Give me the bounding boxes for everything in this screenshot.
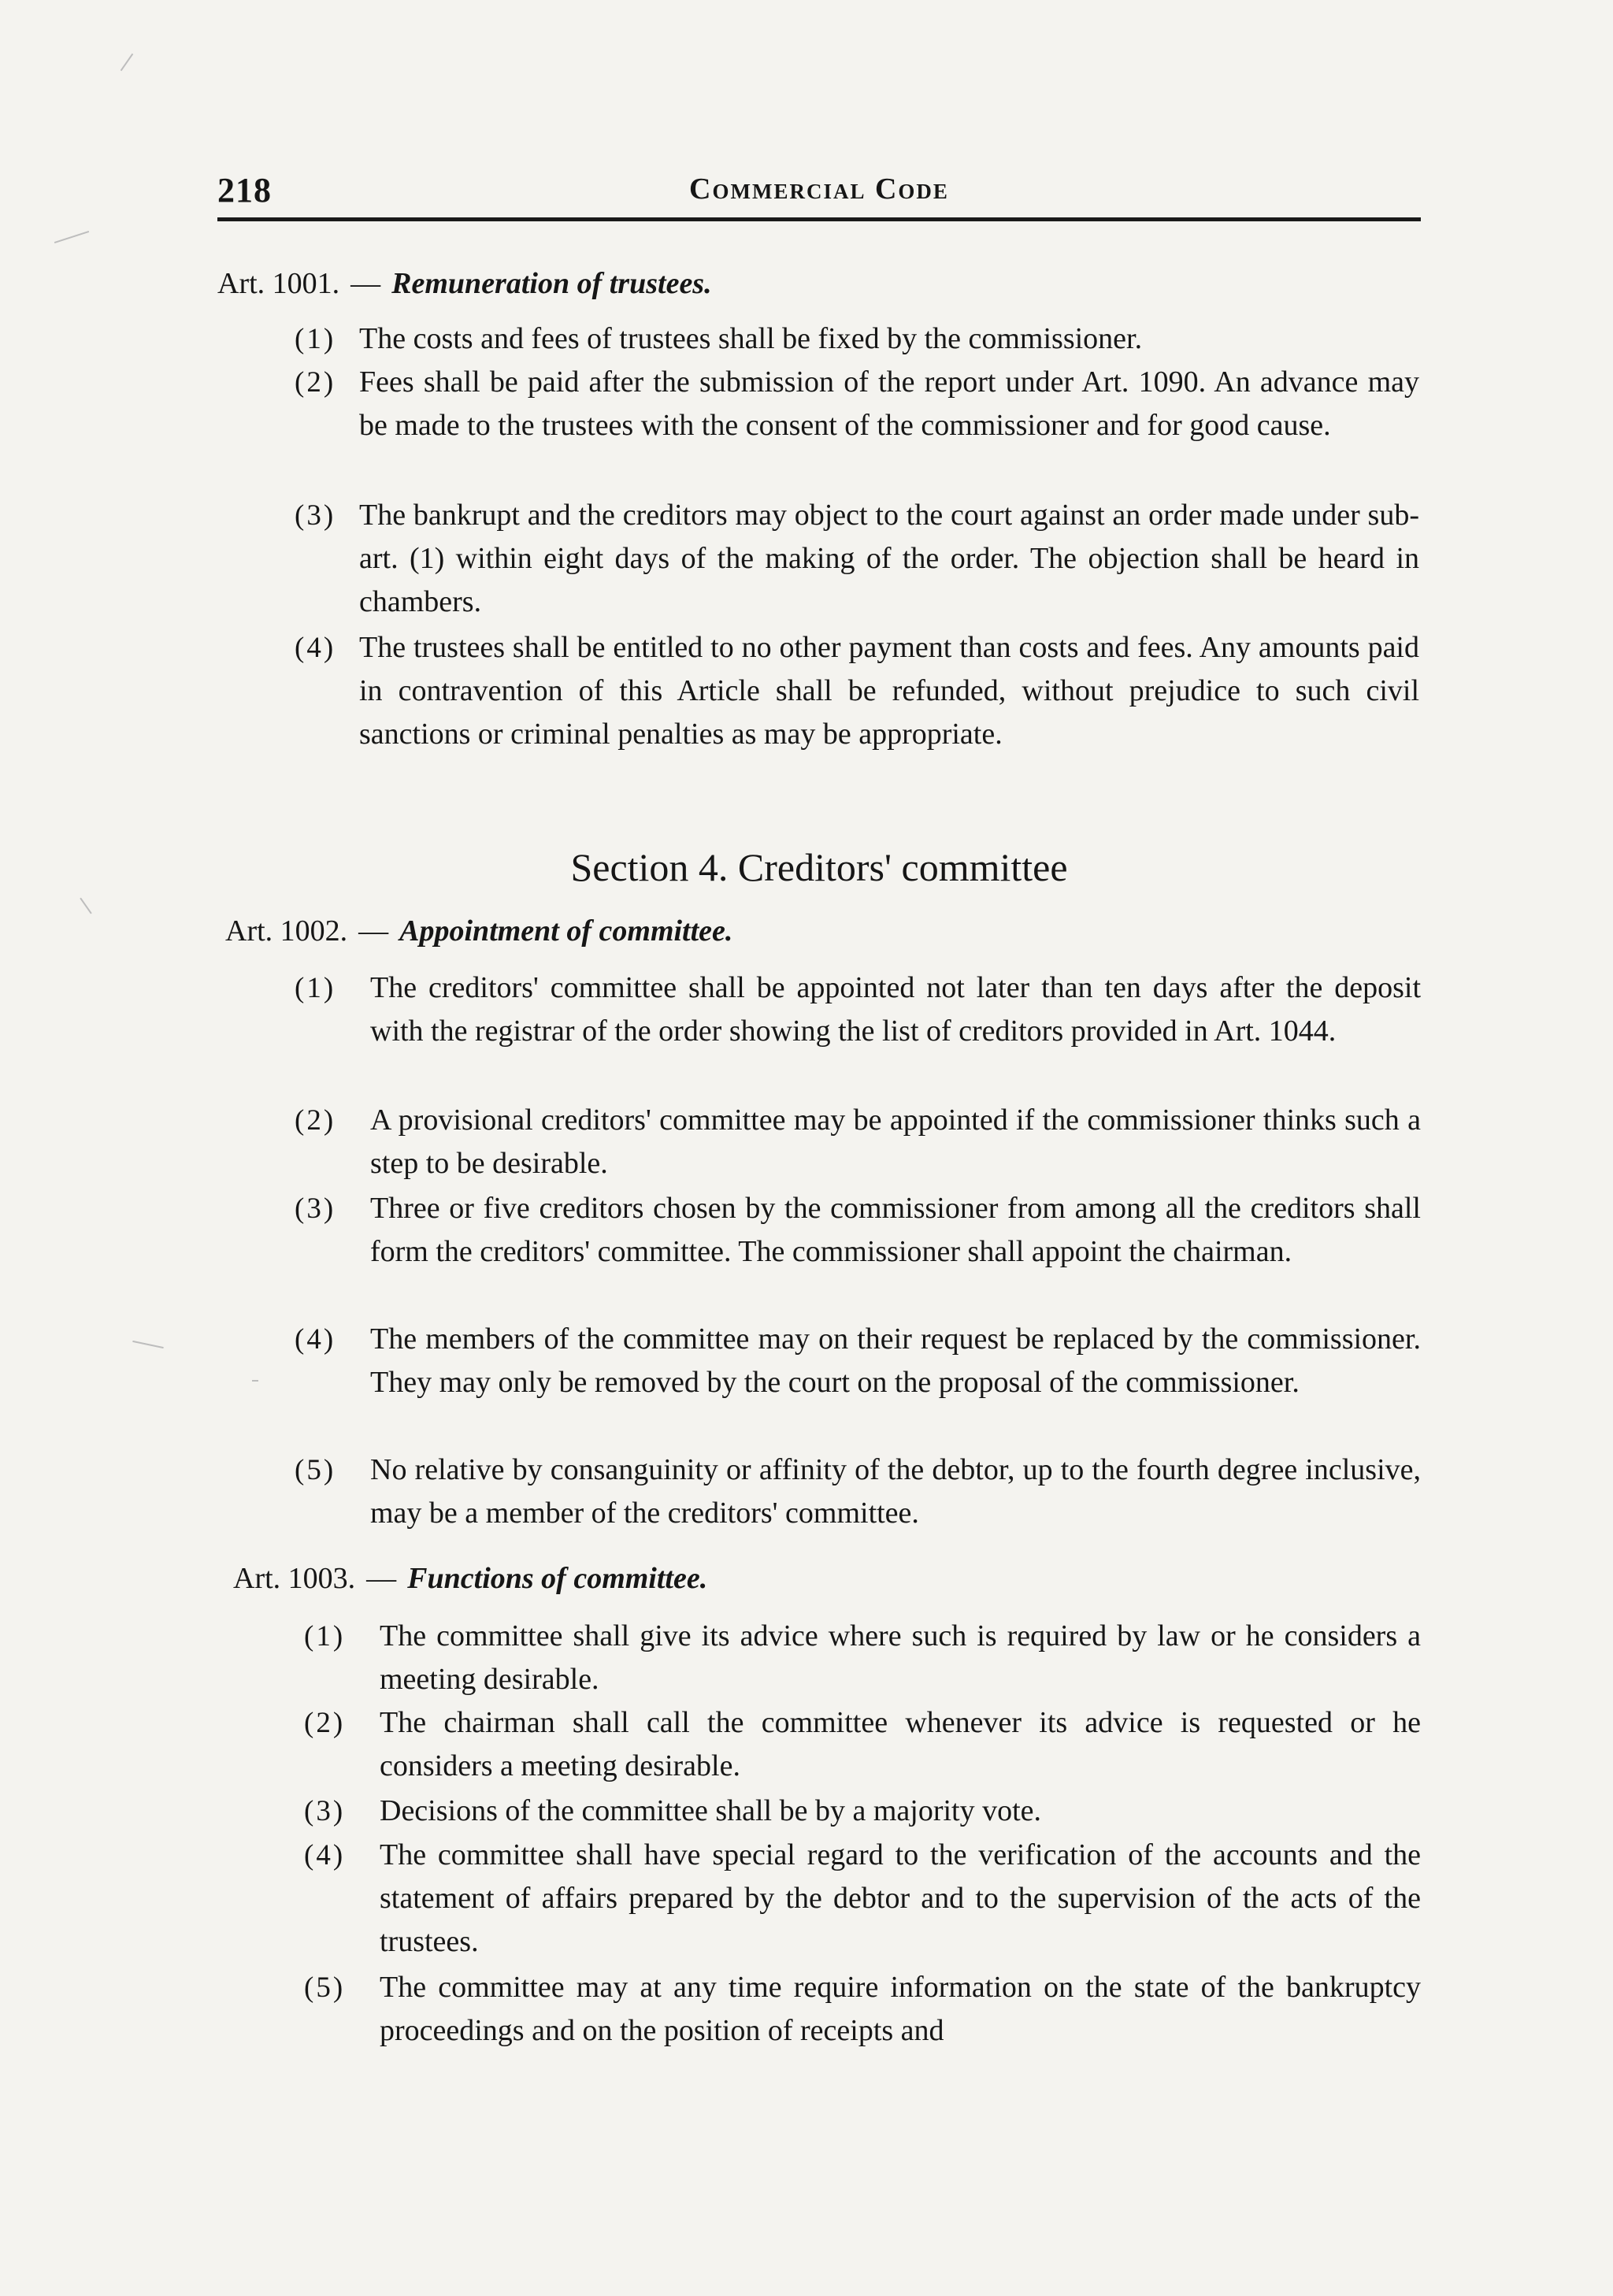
paragraph-number: (1) (295, 972, 336, 1004)
article-title: Functions of committee. (407, 1562, 708, 1595)
paragraph-text: The committee shall give its advice where such is required by law or he considers a meeting desirable. (380, 1619, 1421, 1696)
paragraph-number: (3) (295, 1193, 336, 1225)
paragraph-text: The members of the committee may on their request be replaced by the commissioner. They may only be removed by the court on the proposal of the commissioner. (370, 1322, 1421, 1399)
scan-mark (80, 898, 91, 914)
scan-mark (121, 54, 134, 71)
article-label: Art. 1003. (233, 1562, 356, 1595)
scan-mark (132, 1341, 164, 1348)
article-heading-1002 (225, 914, 732, 948)
article-dash: — (350, 267, 381, 300)
paragraph-number: (1) (295, 323, 336, 355)
paragraph-text: A provisional creditors' committee may be appointed if the commissioner thinks such a step to be desirable. (370, 1103, 1421, 1180)
article-title: Appointment of committee. (399, 914, 733, 948)
running-title: Commercial Code (689, 172, 949, 206)
paragraph-text: Decisions of the committee shall be by a majority vote. (380, 1794, 1042, 1827)
article-dash: — (358, 914, 389, 948)
article-label: Art. 1001. (217, 267, 340, 300)
scan-mark (252, 1380, 258, 1382)
paragraph-text: The chairman shall call the committee whenever its advice is requested or he considers a meeting desirable. (380, 1706, 1421, 1782)
article-heading-1003 (233, 1561, 707, 1596)
article-dash: — (366, 1562, 397, 1595)
paragraph-number: (2) (295, 1104, 336, 1137)
paragraph-text: The trustees shall be entitled to no other payment than costs and fees. Any amounts paid in contravention of this Article shall be refunded, without prejudice to such civil sanctions or criminal penalties as may be appropriate. (359, 631, 1419, 751)
paragraph-number: (3) (295, 499, 336, 532)
paragraph-text: The creditors' committee shall be appointed not later than ten days after the deposit with the registrar of the order showing the list of creditors provided in Art. 1044. (370, 971, 1421, 1048)
page-header (217, 170, 1421, 216)
paragraph-number: (3) (304, 1795, 346, 1827)
article-label: Art. 1002. (225, 914, 348, 948)
paragraph-text: The costs and fees of trustees shall be fixed by the commissioner. (359, 322, 1143, 355)
paragraph-text: Fees shall be paid after the submission of the report under Art. 1090. An advance may be made to the trustees with the consent of the commissioner and for good cause. (359, 365, 1419, 442)
paragraph-text: No relative by consanguinity or affinity of the debtor, up to the fourth degree inclusive, may be a member of the creditors' committee. (370, 1453, 1421, 1530)
header-rule (217, 217, 1421, 221)
paragraph-number: (5) (295, 1454, 336, 1486)
paragraph-text: The bankrupt and the creditors may object to the court against an order made under sub-art. (1) within eight days of the making of the order. The objection shall be heard in chambers. (359, 499, 1419, 618)
section-title: Section 4. Creditors' committee (570, 845, 1068, 889)
paragraph-text: The committee shall have special regard to the verification of the accounts and the statement of affairs prepared by the debtor and to the supervision of the acts of the trustees. (380, 1838, 1421, 1958)
paragraph-text: The committee may at any time require information on the state of the bankruptcy proceedings and on the position of receipts and (380, 1971, 1421, 2047)
paragraph-number: (5) (304, 1971, 346, 2004)
paragraph-text: Three or five creditors chosen by the commissioner from among all the creditors shall form the creditors' committee. The commissioner shall appoint the chairman. (370, 1192, 1421, 1268)
article-heading-1001 (217, 266, 712, 301)
article-title: Remuneration of trustees. (391, 267, 712, 300)
page-number: 218 (217, 171, 272, 210)
paragraph-number: (2) (295, 366, 336, 399)
paragraph-number: (4) (304, 1839, 346, 1871)
paragraph-number: (4) (295, 1323, 336, 1356)
paragraph-number: (4) (295, 632, 336, 664)
paragraph-number: (2) (304, 1707, 346, 1739)
scan-mark (54, 231, 89, 243)
paragraph-number: (1) (304, 1620, 346, 1652)
